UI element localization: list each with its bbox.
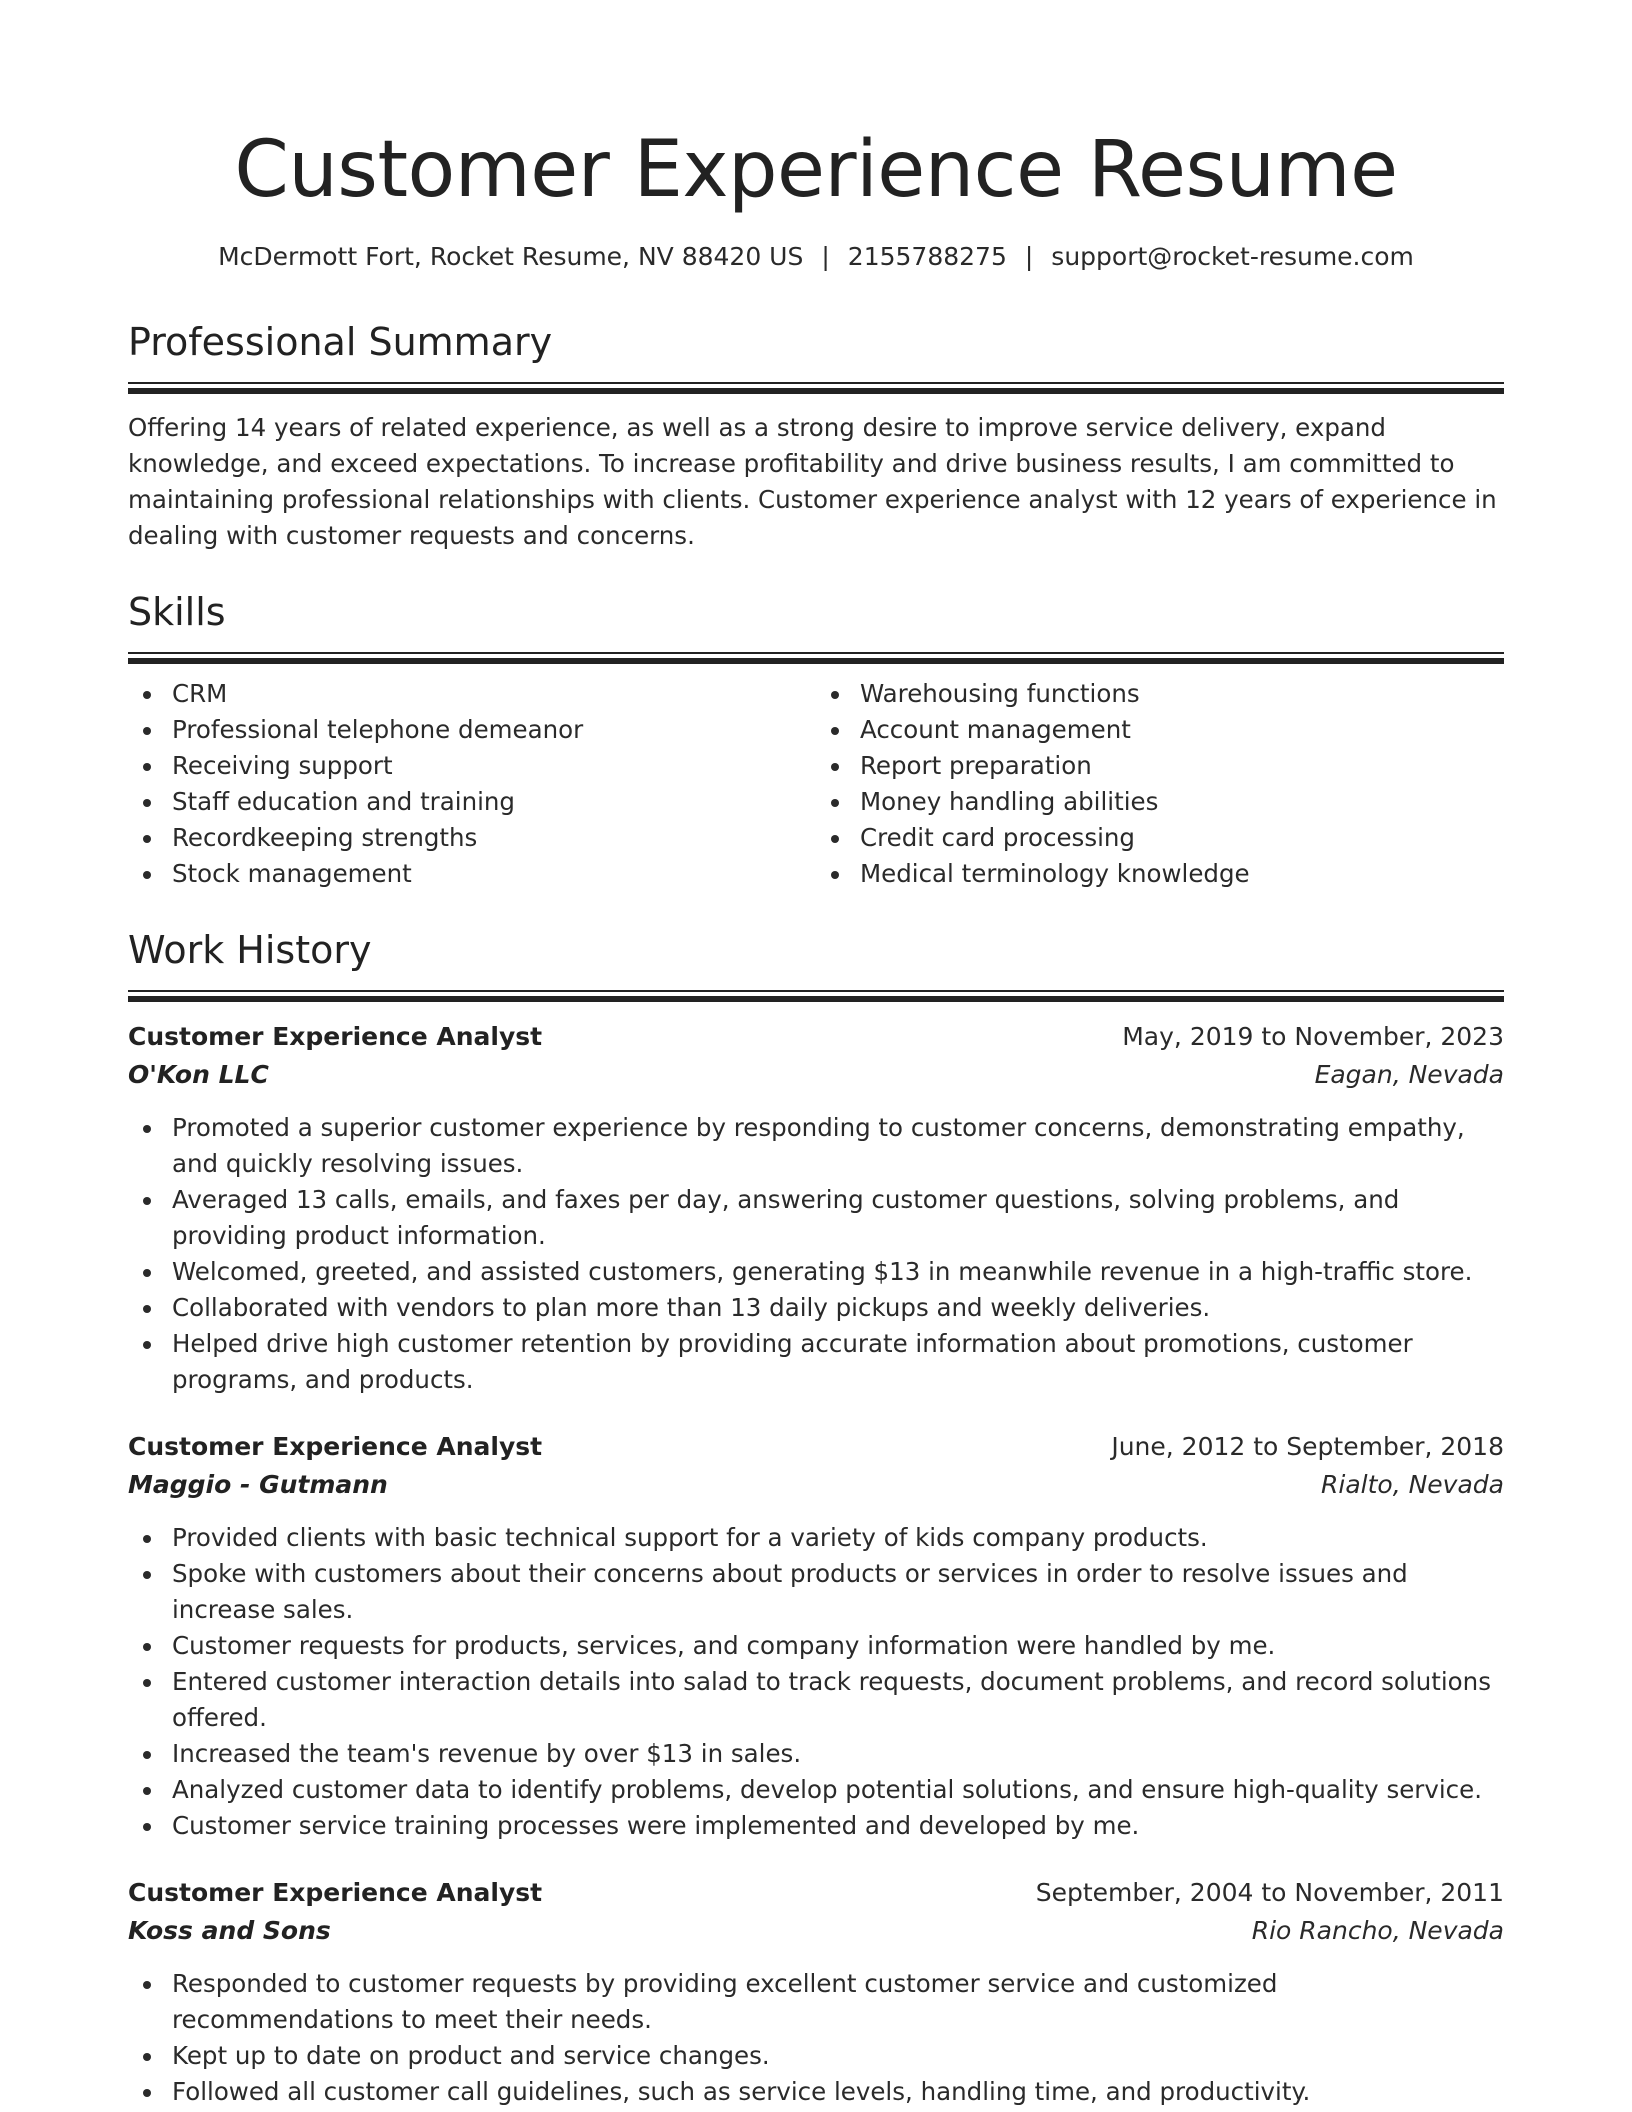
- contact-line: [128, 240, 1504, 274]
- skill-item: Account management: [816, 712, 1504, 748]
- skill-item: Staff education and training: [128, 784, 816, 820]
- job-bullet: Kept up to date on product and service changes.: [128, 2038, 1504, 2074]
- skill-item: Stock management: [128, 856, 816, 892]
- job-company: Koss and Sons: [128, 1916, 331, 1945]
- job-location: Rialto, Nevada: [1321, 1470, 1504, 1499]
- skill-item: Professional telephone demeanor: [128, 712, 816, 748]
- job-bullet: Analyzed customer data to identify problems, develop potential solutions, and ensure high-quality service.: [128, 1772, 1504, 1808]
- skill-item: Medical terminology knowledge: [816, 856, 1504, 892]
- job-bullet: Promoted a superior customer experience by responding to customer concerns, demonstrating empathy, and quickly resolving issues.: [128, 1110, 1504, 1182]
- skills-columns: [128, 676, 1504, 892]
- work-section: [128, 926, 1504, 2110]
- job-subheader: [128, 1912, 1504, 1950]
- job-bullet: Customer requests for products, services, and company information were handled by me.: [128, 1628, 1504, 1664]
- job-bullet: Spoke with customers about their concerns about products or services in order to resolve issues and increase sales.: [128, 1556, 1504, 1628]
- job-bullet: Increased the team's revenue by over $13 in sales.: [128, 1736, 1504, 1772]
- summary-section: [128, 318, 1504, 554]
- skills-list-left: [128, 676, 816, 892]
- section-divider: [128, 990, 1504, 1002]
- job-location: Rio Rancho, Nevada: [1251, 1916, 1504, 1945]
- job-bullet: Collaborated with vendors to plan more than 13 daily pickups and weekly deliveries.: [128, 1290, 1504, 1326]
- job-entry: [128, 1428, 1504, 1844]
- skill-item: Receiving support: [128, 748, 816, 784]
- job-bullet: Helped drive high customer retention by providing accurate information about promotions, customer programs, and products.: [128, 1326, 1504, 1398]
- skills-list-right: [816, 676, 1504, 892]
- resume-title: Customer Experience Resume: [234, 125, 1398, 215]
- job-entry: [128, 1874, 1504, 2110]
- summary-text: Offering 14 years of related experience, as well as a strong desire to improve service delivery, expand knowledge, and exceed expectations. To increase profitability and drive business results, I am committed to maintaining professional relationships with clients. Customer experience analyst with 12 years of experience in dealing with customer requests and concerns.: [128, 413, 1497, 550]
- job-dates: September, 2004 to November, 2011: [1035, 1878, 1504, 1907]
- job-header: [128, 1874, 1504, 1912]
- job-bullet: Customer service training processes were implemented and developed by me.: [128, 1808, 1504, 1844]
- contact-separator: |: [821, 242, 830, 271]
- job-title: Customer Experience Analyst: [128, 1432, 543, 1461]
- skill-item: Money handling abilities: [816, 784, 1504, 820]
- job-location: Eagan, Nevada: [1314, 1060, 1504, 1089]
- job-bullet: Responded to customer requests by providing excellent customer service and customized recommendations to meet their needs.: [128, 1966, 1504, 2038]
- job-bullet: Entered customer interaction details into salad to track requests, document problems, and record solutions offered.: [128, 1664, 1504, 1736]
- job-company: O'Kon LLC: [128, 1060, 269, 1089]
- skill-item: Recordkeeping strengths: [128, 820, 816, 856]
- job-bullet: Averaged 13 calls, emails, and faxes per day, answering customer questions, solving problems, and providing product information.: [128, 1182, 1504, 1254]
- job-title: Customer Experience Analyst: [128, 1022, 543, 1051]
- job-header: [128, 1018, 1504, 1056]
- job-bullet: Provided clients with basic technical support for a variety of kids company products.: [128, 1520, 1504, 1556]
- job-subheader: [128, 1056, 1504, 1094]
- section-heading-summary: Professional Summary: [128, 320, 553, 364]
- section-divider: [128, 382, 1504, 394]
- section-divider: [128, 652, 1504, 664]
- job-dates: June, 2012 to September, 2018: [1111, 1432, 1504, 1461]
- skill-item: CRM: [128, 676, 816, 712]
- job-subheader: [128, 1466, 1504, 1504]
- skill-item: Warehousing functions: [816, 676, 1504, 712]
- skill-item: Report preparation: [816, 748, 1504, 784]
- skills-section: [128, 588, 1504, 892]
- job-header: [128, 1428, 1504, 1466]
- section-heading-skills: Skills: [128, 590, 226, 634]
- job-dates: May, 2019 to November, 2023: [1122, 1022, 1504, 1051]
- job-bullets: [128, 1110, 1504, 1398]
- contact-address: McDermott Fort, Rocket Resume, NV 88420 US: [218, 242, 804, 271]
- job-bullets: [128, 1520, 1504, 1844]
- job-company: Maggio - Gutmann: [128, 1470, 388, 1499]
- contact-email: support@rocket-resume.com: [1051, 242, 1414, 271]
- job-entry: [128, 1018, 1504, 1398]
- job-bullet: Welcomed, greeted, and assisted customers, generating $13 in meanwhile revenue in a high-traffic store.: [128, 1254, 1504, 1290]
- contact-phone: 2155788275: [847, 242, 1007, 271]
- job-bullets: [128, 1966, 1504, 2110]
- contact-separator: |: [1024, 242, 1034, 271]
- skill-item: Credit card processing: [816, 820, 1504, 856]
- job-bullet: Followed all customer call guidelines, such as service levels, handling time, and productivity.: [128, 2074, 1504, 2110]
- job-title: Customer Experience Analyst: [128, 1878, 543, 1907]
- section-heading-work: Work History: [128, 928, 372, 972]
